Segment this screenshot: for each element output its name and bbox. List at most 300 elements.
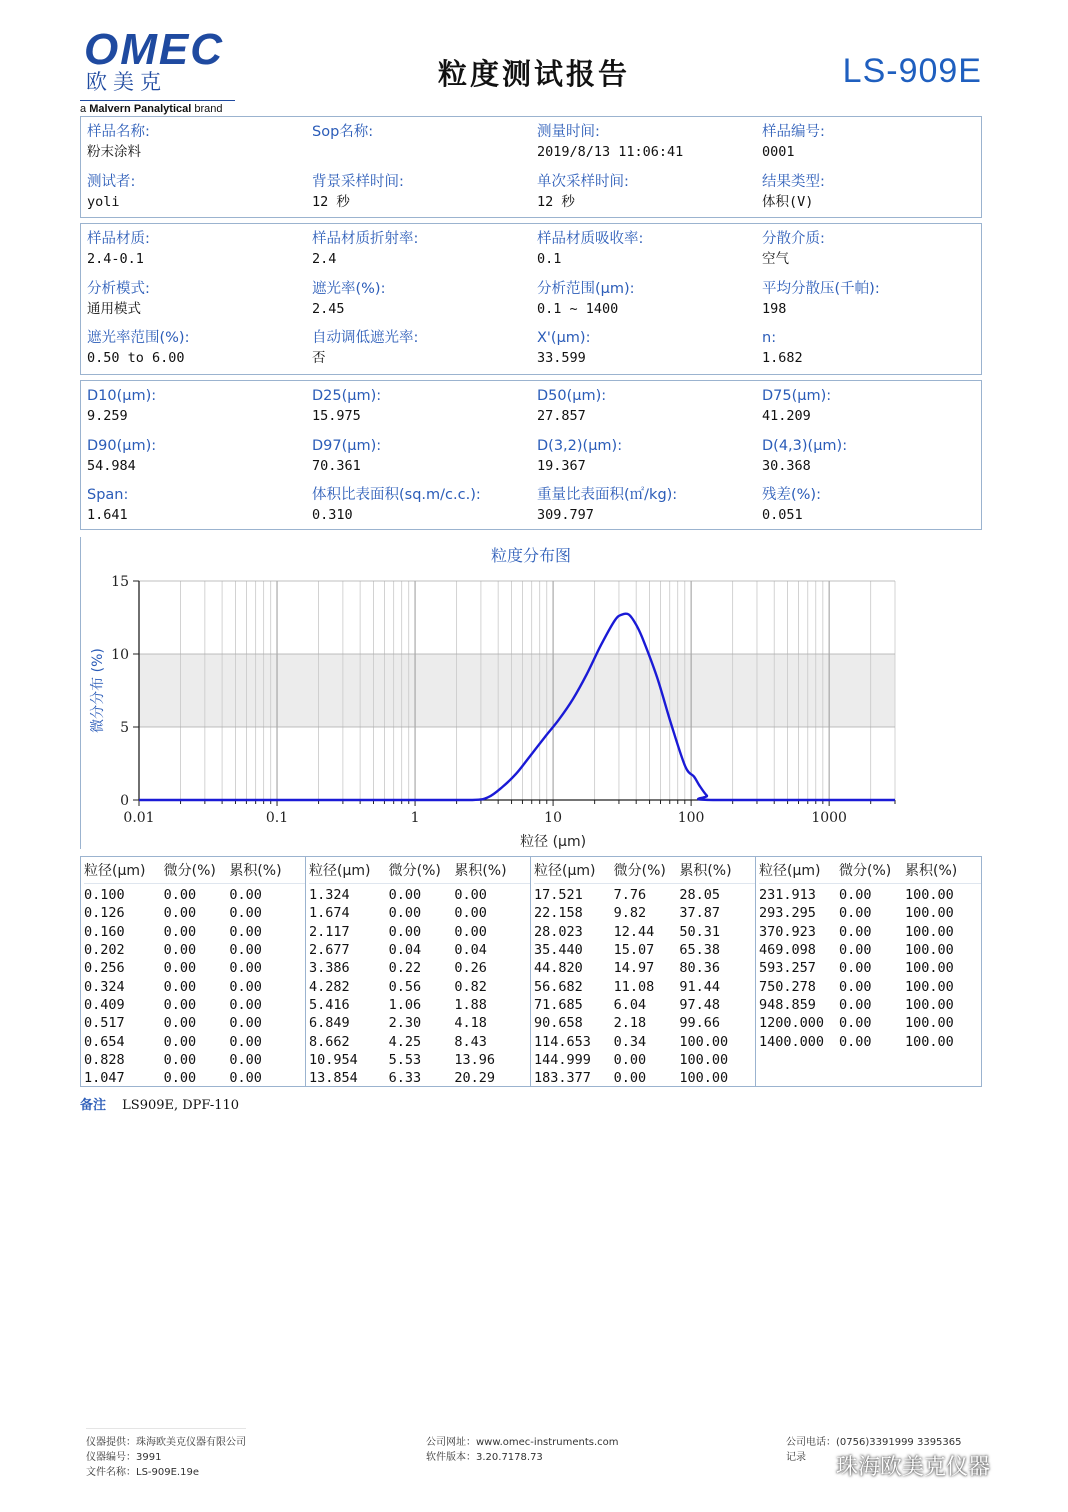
info-field [312, 171, 537, 221]
table-row [84, 886, 305, 904]
size-distribution-table [80, 856, 982, 1087]
size-cell: 4.282 [309, 978, 350, 995]
field-value: 1.641 [87, 507, 128, 523]
size-cell: 0.654 [84, 1033, 125, 1050]
size-cell: 10.954 [309, 1051, 358, 1068]
info-field [762, 121, 987, 171]
remark [80, 1094, 239, 1113]
differential-cell: 0.00 [163, 1070, 197, 1087]
size-cell: 0.409 [84, 996, 125, 1013]
table-row [309, 923, 530, 941]
field-label: 重量比表面积(㎡/kg): [537, 487, 678, 503]
field-label: D75(μm): [762, 388, 832, 404]
info-field [537, 171, 762, 221]
watermark-text: 珠海欧美克仪器 [836, 1455, 991, 1480]
table-row [759, 923, 981, 941]
table-row [309, 996, 530, 1014]
field-label: 样品材质: [87, 231, 150, 247]
footer-record: 记录 [786, 1452, 806, 1463]
cumulative-cell: 100.00 [905, 996, 954, 1013]
size-cell: 0.202 [84, 942, 125, 959]
table-row [759, 1032, 981, 1050]
remark-value: LS909E, DPF-110 [122, 1098, 240, 1113]
table-row [534, 941, 755, 959]
measurement-settings-box [80, 223, 982, 375]
table-row [84, 1069, 305, 1087]
info-field [762, 385, 987, 435]
cumulative-cell: 100.00 [905, 960, 954, 977]
field-label: 单次采样时间: [537, 173, 629, 190]
differential-cell: 0.34 [613, 1033, 647, 1050]
cumulative-cell: 100.00 [905, 923, 954, 940]
table-row [309, 1032, 530, 1050]
table-row [759, 886, 981, 904]
info-field [762, 327, 987, 377]
report-title: 粒度测试报告 [437, 57, 630, 91]
table-row [84, 1051, 305, 1069]
size-cell: 1400.000 [759, 1033, 825, 1050]
size-cell: 183.377 [534, 1070, 591, 1087]
cumulative-cell: 0.00 [454, 905, 487, 922]
field-value: 2019/8/13 11:06:41 [537, 144, 684, 160]
table-row [309, 941, 530, 959]
differential-cell: 0.00 [839, 978, 872, 995]
cumulative-cell: 0.04 [454, 942, 487, 959]
table-row [84, 923, 305, 941]
cumulative-cell: 100.00 [679, 1051, 729, 1068]
x-tick-label: 1000 [811, 810, 847, 826]
y-tick-label: 5 [120, 720, 129, 736]
cumulative-cell: 0.00 [229, 996, 262, 1013]
size-cell: 1200.000 [759, 1015, 825, 1032]
table-row [84, 1014, 305, 1032]
table-row [534, 1014, 755, 1032]
size-cell: 2.677 [309, 942, 350, 959]
cumulative-cell: 100.00 [905, 887, 954, 904]
x-tick-label: 100 [677, 810, 705, 826]
differential-cell: 0.00 [839, 942, 872, 959]
info-field [87, 278, 312, 328]
info-field [762, 171, 987, 221]
field-label: 背景采样时间: [312, 173, 404, 190]
field-label: 测量时间: [537, 124, 600, 140]
cumulative-cell: 4.18 [454, 1015, 487, 1032]
differential-cell: 0.00 [613, 1051, 647, 1068]
differential-cell: 0.00 [163, 996, 197, 1013]
logo-text: OMEC [84, 25, 224, 74]
field-label: 残差(%): [762, 487, 821, 503]
differential-cell: 0.00 [163, 942, 197, 959]
field-label: D50(μm): [537, 388, 607, 404]
cumulative-cell: 0.00 [229, 942, 262, 959]
table-row [534, 904, 755, 922]
field-value: 12 秒 [537, 193, 575, 210]
differential-cell: 0.00 [839, 1015, 872, 1032]
size-cell: 0.126 [84, 905, 125, 922]
info-field [312, 228, 537, 278]
size-cell: 8.662 [309, 1033, 350, 1050]
info-field [537, 484, 762, 534]
x-tick-label: 10 [544, 810, 563, 826]
differential-cell: 0.00 [613, 1070, 647, 1087]
field-value: 0001 [762, 144, 795, 160]
size-cell: 28.023 [534, 923, 583, 940]
y-tick-label: 15 [111, 574, 129, 590]
cumulative-cell: 0.00 [229, 1033, 262, 1050]
differential-cell: 0.00 [163, 1051, 197, 1068]
field-label: 分析范围(μm): [537, 280, 635, 297]
table-row [309, 1014, 530, 1032]
cumulative-cell: 28.05 [679, 887, 720, 904]
info-field [87, 228, 312, 278]
cumulative-cell: 0.00 [229, 1051, 262, 1068]
cumulative-cell: 91.44 [679, 978, 720, 995]
differential-cell: 7.76 [613, 887, 647, 904]
cumulative-cell: 100.00 [679, 1033, 729, 1050]
footer-website [426, 1435, 619, 1465]
table-row [534, 959, 755, 977]
remark-label: 备注 [80, 1098, 107, 1113]
size-cell: 0.100 [84, 887, 125, 904]
field-label: 样品名称: [87, 124, 150, 140]
field-label: D90(μm): [87, 437, 157, 454]
column-header: 粒径(μm) [534, 863, 596, 879]
table-row [309, 1069, 530, 1087]
info-field [312, 385, 537, 435]
field-label: 样品材质折射率: [312, 231, 419, 247]
cumulative-cell: 0.00 [229, 923, 262, 940]
field-label: 分析模式: [87, 280, 150, 297]
cumulative-cell: 97.48 [679, 996, 720, 1013]
cumulative-cell: 13.96 [454, 1051, 495, 1068]
differential-cell: 1.06 [388, 996, 422, 1013]
table-column-group [81, 857, 306, 1086]
instrument-model: LS-909E [842, 52, 982, 90]
table-row [759, 996, 981, 1014]
table-row [759, 1014, 981, 1032]
logo-chinese: 欧美克 [86, 70, 167, 94]
footer-divider [86, 1428, 246, 1429]
field-value: 19.367 [537, 457, 586, 474]
field-label: D(4,3)(μm): [762, 437, 848, 454]
field-value: 体积(V) [762, 193, 814, 210]
size-cell: 293.295 [759, 905, 816, 922]
info-field [87, 171, 312, 221]
size-cell: 13.854 [309, 1070, 358, 1087]
info-field [537, 278, 762, 328]
field-label: 自动调低遮光率: [312, 330, 419, 346]
size-cell: 593.257 [759, 960, 816, 977]
size-cell: 0.828 [84, 1051, 125, 1068]
differential-cell: 11.08 [613, 978, 655, 995]
field-label: 遮光率(%): [312, 280, 386, 297]
size-cell: 750.278 [759, 978, 816, 995]
table-header [84, 857, 305, 884]
field-value: yoli [87, 193, 120, 210]
cumulative-cell: 20.29 [454, 1070, 495, 1087]
cumulative-cell: 0.00 [229, 905, 262, 922]
column-header: 粒径(μm) [759, 863, 821, 879]
info-field [312, 278, 537, 328]
table-row [534, 923, 755, 941]
field-value: 30.368 [762, 457, 811, 474]
field-value: 198 [762, 300, 787, 317]
field-value: 0.310 [312, 507, 353, 523]
differential-cell: 0.00 [839, 1033, 872, 1050]
differential-cell: 15.07 [613, 942, 655, 959]
column-header: 微分(%) [613, 863, 666, 879]
y-tick-label: 10 [111, 647, 129, 663]
table-row [534, 1069, 755, 1087]
cumulative-cell: 0.26 [454, 960, 487, 977]
footer-phone: 公司电话：(0756)3391999 3395365 [786, 1437, 962, 1448]
field-label: D10(μm): [87, 388, 157, 404]
brand-line: a Malvern Panalytical brand [80, 100, 235, 115]
cumulative-cell: 37.87 [679, 905, 720, 922]
watermark [808, 1450, 990, 1481]
field-label: 平均分散压(千帕): [762, 280, 880, 297]
table-row [534, 977, 755, 995]
differential-cell: 0.56 [388, 978, 422, 995]
cumulative-cell: 100.00 [679, 1070, 729, 1087]
size-cell: 0.324 [84, 978, 125, 995]
table-header [309, 857, 530, 884]
column-header: 累积(%) [679, 863, 732, 879]
table-row [309, 886, 530, 904]
column-header: 粒径(μm) [84, 863, 146, 879]
info-field [312, 327, 537, 377]
size-cell: 1.047 [84, 1070, 125, 1087]
table-header [534, 857, 755, 884]
size-cell: 3.386 [309, 960, 350, 977]
table-row [84, 941, 305, 959]
field-value: 309.797 [537, 507, 594, 523]
differential-cell: 0.00 [163, 960, 197, 977]
table-row [759, 977, 981, 995]
info-field [762, 484, 987, 534]
table-column-group [531, 857, 756, 1086]
field-value: 通用模式 [87, 300, 141, 317]
x-tick-label: 0.1 [265, 810, 289, 826]
field-label: Span: [87, 487, 129, 503]
differential-cell: 0.00 [163, 905, 197, 922]
cumulative-cell: 50.31 [679, 923, 720, 940]
x-tick-label: 0.01 [123, 810, 155, 826]
results-box [80, 380, 982, 530]
table-row [534, 996, 755, 1014]
x-tick-label: 1 [410, 810, 420, 826]
size-cell: 6.849 [309, 1015, 350, 1032]
differential-cell: 0.00 [839, 905, 872, 922]
size-cell: 56.682 [534, 978, 583, 995]
differential-cell: 12.44 [613, 923, 655, 940]
field-value: 0.1 [537, 251, 562, 267]
size-cell: 0.517 [84, 1015, 125, 1032]
footer-file-name: 文件名称：LS-909E.19e [86, 1467, 199, 1478]
cumulative-cell: 80.36 [679, 960, 720, 977]
cumulative-cell: 0.00 [229, 1070, 262, 1087]
differential-cell: 0.00 [839, 960, 872, 977]
differential-cell: 2.18 [613, 1015, 647, 1032]
column-header: 微分(%) [163, 863, 216, 879]
table-row [759, 941, 981, 959]
differential-cell: 0.00 [388, 923, 422, 940]
field-label: 样品材质吸收率: [537, 231, 644, 247]
differential-cell: 5.53 [388, 1051, 422, 1068]
field-value: 2.4-0.1 [87, 251, 144, 267]
footer-instrument-id: 仪器编号：3991 [86, 1452, 162, 1463]
field-label: 结果类型: [762, 173, 825, 190]
field-value: 0.051 [762, 507, 803, 523]
info-field [762, 278, 987, 328]
field-label: D25(μm): [312, 388, 382, 404]
table-row [84, 959, 305, 977]
cumulative-cell: 0.00 [229, 960, 262, 977]
y-axis-label: 微分分布 (%) [90, 648, 106, 733]
field-value: 0.1 ~ 1400 [537, 300, 619, 317]
size-cell: 114.653 [534, 1033, 591, 1050]
x-axis-label: 粒径 (μm) [520, 834, 587, 850]
info-field [537, 435, 762, 485]
column-header: 累积(%) [454, 863, 507, 879]
cumulative-cell: 1.88 [454, 996, 487, 1013]
differential-cell: 6.04 [613, 996, 647, 1013]
differential-cell: 0.00 [839, 923, 872, 940]
differential-cell: 9.82 [613, 905, 647, 922]
table-row [759, 904, 981, 922]
cumulative-cell: 100.00 [905, 978, 954, 995]
info-field [87, 327, 312, 377]
field-label: 遮光率范围(%): [87, 330, 190, 346]
field-label: 测试者: [87, 173, 136, 190]
field-value: 15.975 [312, 408, 361, 424]
differential-cell: 6.33 [388, 1070, 422, 1087]
cumulative-cell: 0.00 [229, 1015, 262, 1032]
field-label: 分散介质: [762, 231, 825, 247]
cumulative-cell: 100.00 [905, 1033, 954, 1050]
column-header: 微分(%) [388, 863, 441, 879]
size-cell: 0.160 [84, 923, 125, 940]
field-value: 41.209 [762, 408, 811, 424]
field-value: 27.857 [537, 408, 586, 424]
table-row [309, 1051, 530, 1069]
footer-url: 公司网址：www.omec-instruments.com [426, 1437, 619, 1448]
size-cell: 71.685 [534, 996, 583, 1013]
field-value: 54.984 [87, 457, 136, 474]
differential-cell: 4.25 [388, 1033, 422, 1050]
field-label: D(3,2)(μm): [537, 437, 623, 454]
cumulative-cell: 100.00 [905, 942, 954, 959]
footer-provider-company: 仪器提供：珠海欧美克仪器有限公司 [86, 1437, 246, 1448]
size-cell: 948.859 [759, 996, 816, 1013]
field-value: 否 [312, 350, 326, 366]
cumulative-cell: 99.66 [679, 1015, 720, 1032]
table-row [534, 886, 755, 904]
field-label: 体积比表面积(sq.m/c.c.): [312, 487, 481, 503]
particle-size-chart [80, 560, 982, 855]
field-value: 33.599 [537, 350, 586, 366]
table-column-group [756, 857, 981, 1086]
table-row [534, 1032, 755, 1050]
size-cell: 231.913 [759, 887, 816, 904]
column-header: 微分(%) [839, 863, 892, 879]
cumulative-cell: 100.00 [905, 1015, 954, 1032]
differential-cell: 0.00 [163, 887, 197, 904]
info-field [87, 385, 312, 435]
cumulative-cell: 8.43 [454, 1033, 487, 1050]
cumulative-cell: 0.00 [229, 978, 262, 995]
differential-cell: 0.22 [388, 960, 422, 977]
sample-info-box [80, 116, 982, 218]
size-cell: 44.820 [534, 960, 583, 977]
field-label: D97(μm): [312, 437, 382, 454]
cumulative-cell: 0.00 [454, 923, 487, 940]
differential-cell: 0.00 [163, 1015, 197, 1032]
field-value: 12 秒 [312, 193, 350, 210]
cumulative-cell: 0.00 [229, 887, 262, 904]
info-field [312, 121, 537, 171]
size-cell: 90.658 [534, 1015, 583, 1032]
table-row [84, 996, 305, 1014]
info-field [87, 484, 312, 534]
info-field [312, 435, 537, 485]
footer-software-version: 软件版本：3.20.7178.73 [426, 1452, 543, 1463]
field-value: 1.682 [762, 350, 803, 366]
size-cell: 144.999 [534, 1051, 591, 1068]
cumulative-cell: 0.00 [454, 887, 487, 904]
size-cell: 0.256 [84, 960, 125, 977]
size-cell: 469.098 [759, 942, 816, 959]
size-cell: 370.923 [759, 923, 816, 940]
field-label: n: [762, 330, 777, 346]
differential-cell: 2.30 [388, 1015, 422, 1032]
shaded-band [139, 654, 895, 727]
field-value: 2.4 [312, 251, 337, 267]
field-label: 样品编号: [762, 124, 825, 140]
field-value: 0.50 to 6.00 [87, 350, 185, 366]
info-field [537, 385, 762, 435]
info-field [312, 484, 537, 534]
cumulative-cell: 100.00 [905, 905, 954, 922]
cumulative-cell: 0.82 [454, 978, 487, 995]
differential-cell: 0.00 [163, 1033, 197, 1050]
table-row [84, 977, 305, 995]
size-cell: 2.117 [309, 923, 350, 940]
table-row [534, 1051, 755, 1069]
differential-cell: 0.00 [839, 887, 872, 904]
field-label: Sop名称: [312, 124, 374, 140]
info-field [87, 121, 312, 171]
size-cell: 22.158 [534, 905, 583, 922]
wechat-icon [808, 1459, 830, 1477]
table-row [84, 904, 305, 922]
differential-cell: 0.00 [163, 923, 197, 940]
info-field [537, 228, 762, 278]
info-field [537, 121, 762, 171]
table-row [759, 959, 981, 977]
column-header: 累积(%) [905, 863, 958, 879]
y-tick-label: 0 [120, 793, 129, 809]
differential-cell: 0.00 [388, 887, 422, 904]
differential-cell: 0.00 [839, 996, 872, 1013]
table-column-group [306, 857, 531, 1086]
size-cell: 1.324 [309, 887, 350, 904]
table-row [309, 959, 530, 977]
column-header: 粒径(μm) [309, 863, 371, 879]
size-cell: 5.416 [309, 996, 350, 1013]
differential-cell: 0.04 [388, 942, 422, 959]
field-value: 70.361 [312, 457, 361, 474]
